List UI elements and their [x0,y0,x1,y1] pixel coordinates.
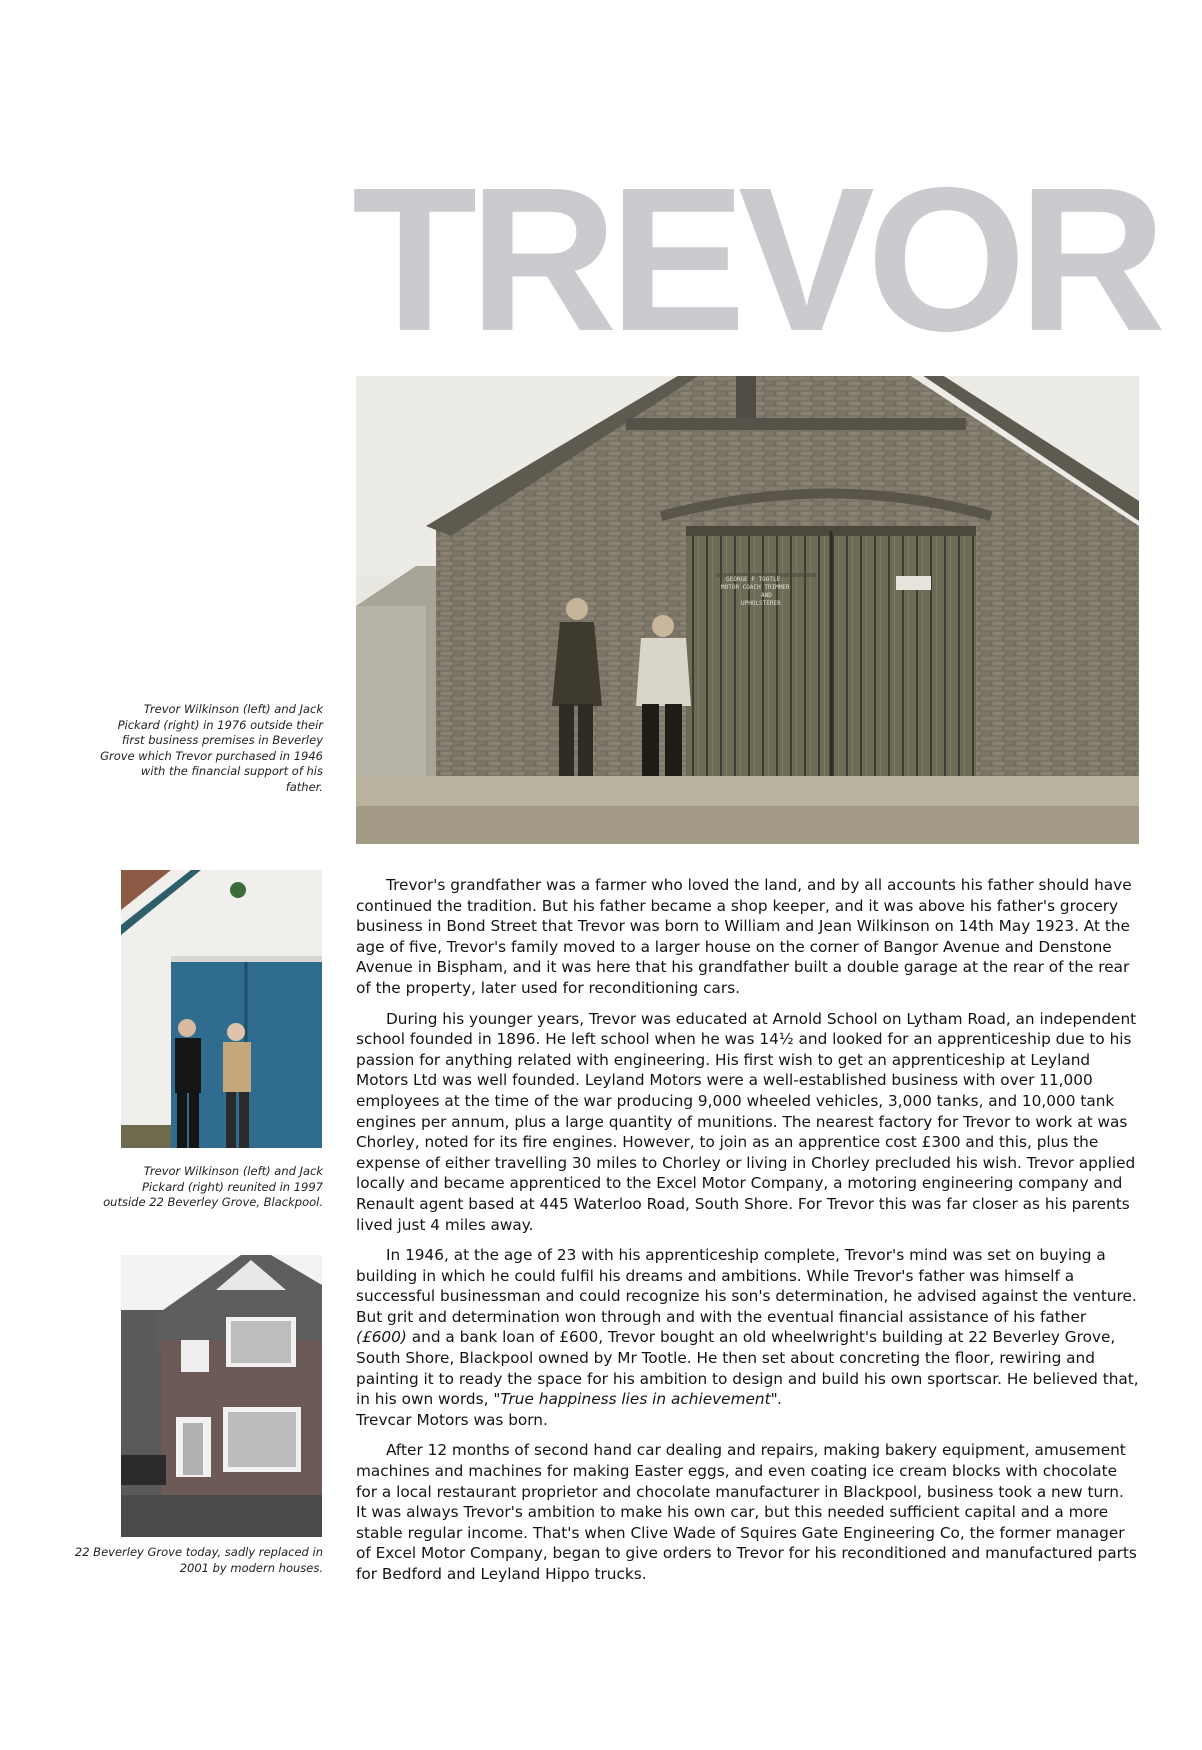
main-photo [356,376,1139,844]
side-photo-1997 [121,870,322,1148]
photo-caption-1997: Trevor Wilkinson (left) and Jack Pickard (right) reunited in 1997 outside 22 Beverley Grove, Blackpool. [103,1164,323,1209]
paragraph-3 [356,1245,1139,1430]
paragraph-2: During his younger years, Trevor was educated at Arnold School on Lytham Road, an independent school founded in 1896. He left school when he was 14½ and looked for an apprenticeship due to his passion for anything related with engineering. His first wish to get an apprenticeship at Leyland Motors Ltd was well founded. Leyland Motors were a well-established business with over 11,000 employees at the time of the war producing 9,000 wheeled vehicles, 3,000 tanks, and 10,000 tank engines per annum, plus a large quantity of munitions. The nearest factory for Trevor to work at was Chorley, noted for its fire engines. However, to join as an apprentice cost £300 and this, plus the expense of either travelling 30 miles to Chorley or living in Chorley precluded his wish. Trevor applied locally and became apprenticed to the Excel Motor Company, a motoring engineering company and Renault agent based at 445 Waterloo Road, South Shore. For Trevor this was far closer as his parents lived just 4 miles away. [356,1009,1137,1234]
paragraph-3-part-a: In 1946, at the age of 23 with his apprenticeship complete, Trevor's mind was set on buying a building in which he could fulfil his dreams and ambitions. While Trevor's father was himself a successful businessman and could recognize his son's determination, he advised against the venture. But grit and determination won through and with the eventual financial assistance of his father [356,1246,1137,1326]
page-title: TREVOR [352,145,1159,374]
door-sign-line-4: UPHOLSTERER [741,600,781,607]
paragraph-3-part-b: and a bank loan of £600, Trevor bought an old wheelwright's building at 22 Beverley Grove, South Shore, Blackpool owned by Mr Tootle. He then set about concreting the floor, rewiring and painting it to ready the space for his ambition to design and build his own sportscar. He believed that, in his own words, [356,1328,1139,1409]
door-sign-line-1: GEORGE F TOOTLE [726,576,781,583]
article-body [356,875,1139,1595]
photo-caption-today: 22 Beverley Grove today, sadly replaced in 2001 by modern houses. [74,1545,323,1575]
paragraph-3-amount: (£600) [356,1328,407,1347]
paragraph-3-quote: "True happiness lies in achievement". [493,1390,783,1409]
door-sign-line-3: AND [761,592,772,599]
paragraph-1: Trevor's grandfather was a farmer who loved the land, and by all accounts his father should have continued the tradition. But his father became a shop keeper, and it was above his father's grocery business in Bond Street that Trevor was born to William and Jean Wilkinson on 14th May 1923. At the age of five, Trevor's family moved to a larger house on the corner of Bangor Avenue and Denstone Avenue in Bispham, and it was here that his grandfather built a double garage at the rear of the rear of the property, later used for reconditioning cars. [356,876,1132,997]
paragraph-4: After 12 months of second hand car dealing and repairs, making bakery equipment, amusement machines and machines for making Easter eggs, and even coating ice cream blocks with chocolate for a local restaurant proprietor and chocolate manufacturer in Blackpool, business took a new turn. It was always Trevor's ambition to make his own car, but this needed sufficient capital and a more stable regular income. That's when Clive Wade of Squires Gate Engineering Co, the former manager of Excel Motor Company, began to give orders to Trevor for his reconditioned and manufactured parts for Bedford and Leyland Hippo trucks. [356,1441,1137,1583]
door-sign-line-2: MOTOR COACH TRIMMER [721,584,790,591]
photo-caption-1976: Trevor Wilkinson (left) and Jack Pickard (right) in 1976 outside their first business premises in Beverley Grove which Trevor purchased in 1946 with the financial support of his father. [100,702,323,794]
side-photo-house [121,1255,322,1537]
paragraph-3-part-c: Trevcar Motors was born. [356,1410,548,1429]
